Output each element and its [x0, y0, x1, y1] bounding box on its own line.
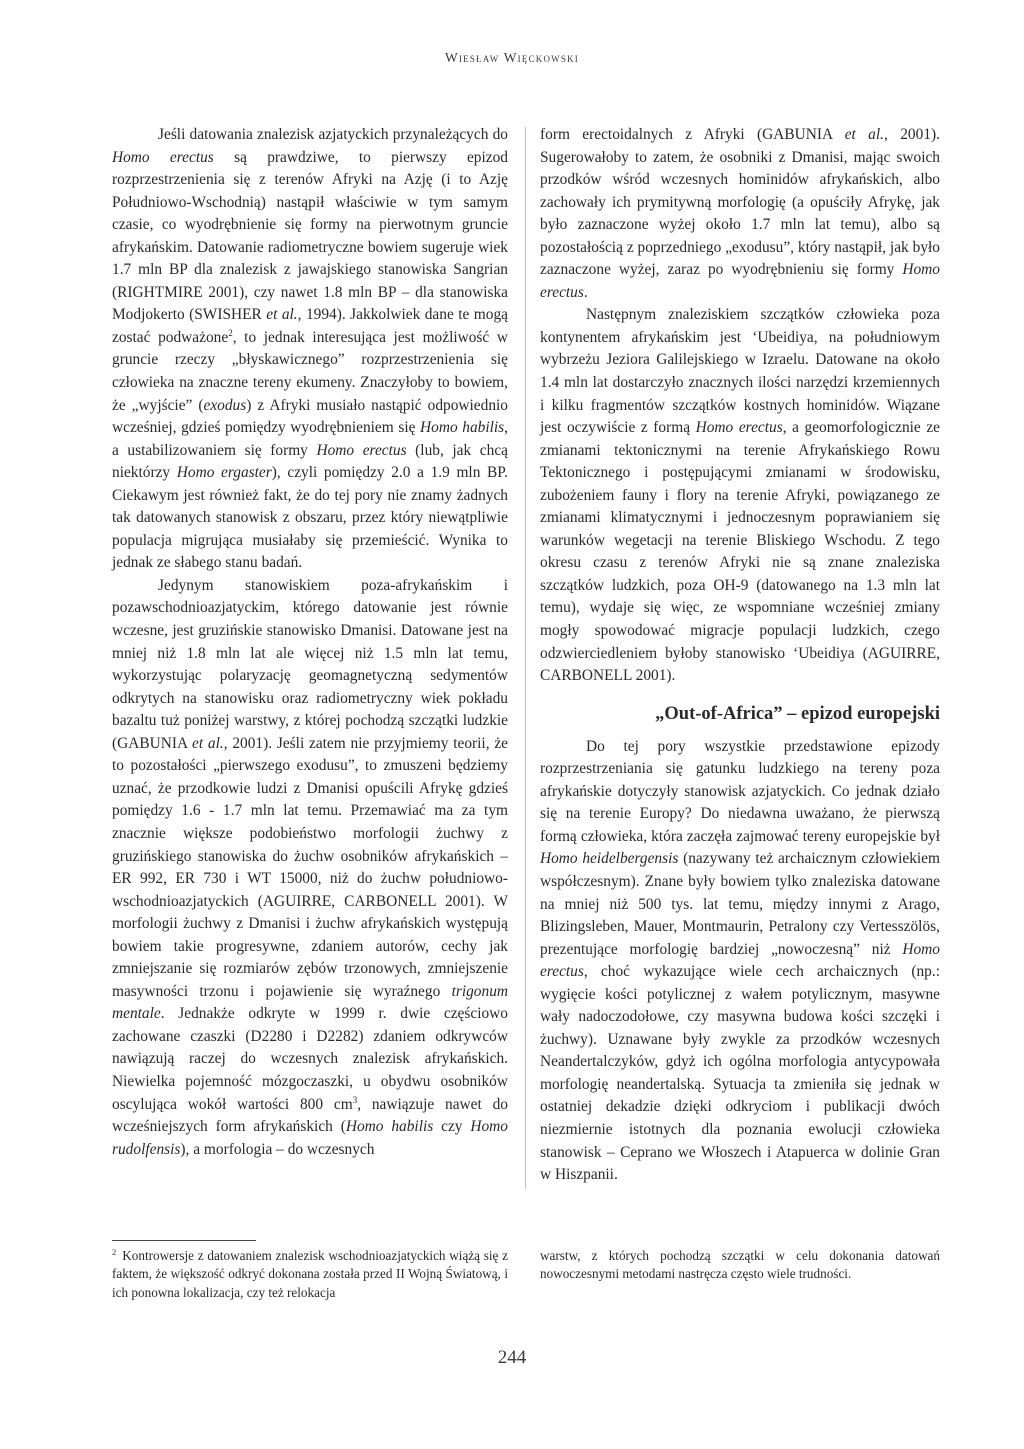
- superscript: 3: [352, 1094, 358, 1105]
- right-column: [540, 124, 940, 1187]
- text-run: . Jednakże odkryte w 1999 r. dwie częściowo zachowane czaszki (D2280 i D2282) zdaniem odkrywców nawiązują raczej do wczesnych znalezisk afrykańskich. Niewielka pojemność mózgoczaszki, u obydwu osobników oscylująca wokół wartości 800 cm: [112, 1005, 508, 1113]
- text-run: , choć wykazujące wiele cech archaicznych (np.: wygięcie kości potylicznej z wałem potylicznym, masywne wały nadoczodołowe, czy masywna budowa kości szczęki i żuchwy). Uznawane były zwykle za przodków wczesnych Neandertalczyków, gdyż ich ogólna morfologia antycypowała morfologię neandertalską. Sytuacja ta zmieniła się jednak w ostatniej dekadzie dzięki odkryciom i publikacji dwóch niezmiernie istotnych dla poznania ewolucji człowieka stanowisk – Ceprano we Włoszech i Atapuerca w dolinie Gran w Hiszpanii.: [540, 963, 940, 1184]
- footnote-continuation: [540, 1247, 940, 1284]
- footnote-rule: [112, 1240, 256, 1241]
- text-run: , nawiązuje nawet do wcześniejszych form afrykańskich (: [112, 1095, 508, 1136]
- text-run: są prawdziwe, to pierwszy epizod rozprzestrzenienia się z terenów Afryki na Azję (i to Azję Południowo-Wschodnią) nastąpił właściwie w tym samym czasie, co wyodrębnienie się formy na pierwotnym gruncie afrykańskim. Datowanie radiometryczne bowiem sugeruje wiek 1.7 mln BP dla znalezisk z jawajskiego stanowiska Sangrian (RIGHTMIRE 2001), czy nawet 1.8 mln BP – dla stanowiska Modjokerto (SWISHER: [112, 148, 508, 324]
- text-run: form erectoidalnych z Afryki (GABUNIA: [540, 126, 845, 143]
- page-number: 244: [497, 1347, 527, 1368]
- text-run: ) z Afryki musiało nastąpić odpowiednio wcześniej, gdzieś pomiędzy wyodrębnieniem się: [112, 396, 508, 437]
- italic-term: Homo heidelbergensis: [540, 850, 679, 868]
- text-run: (nazywany też archaicznym człowiekiem współczesnym). Znane były bowiem tylko znaleziska datowane na mniej niż 500 tys. lat temu, między innymi z Arago, Blizingsleben, Mauer, Montmaurin, Petralony czy Vertesszölös, prezentujące morfologię bardziej „nowoczesną” niż: [540, 850, 940, 958]
- italic-term: trigonum mentale: [112, 982, 508, 1023]
- paragraph: [540, 304, 940, 687]
- italic-term: Homo erectus: [112, 148, 214, 166]
- italic-term: Homo erectus: [540, 940, 940, 981]
- text-run: ), czyli pomiędzy 2.0 a 1.9 mln BP. Ciekawym jest również fakt, że do tej pory nie znamy żadnych tak datowanych stanowisk z obszaru, przez który niewątpliwie populacja migrująca musiałaby się przemieścić. Wynika to jednak ze słabego stanu badań.: [112, 464, 508, 572]
- footnote-marker: 2: [112, 1247, 117, 1257]
- italic-term: et al.: [844, 126, 884, 143]
- italic-term: exodus: [203, 396, 247, 414]
- paragraph: [540, 124, 940, 304]
- text-run: ), a morfologia – do wczesnych: [180, 1140, 375, 1158]
- text-run: , a ustabilizowaniem się formy: [112, 419, 509, 459]
- text-run: czy: [433, 1118, 471, 1136]
- section-heading: „Out-of-Africa” – epizod europejski: [655, 703, 940, 724]
- italic-term: Homo erectus: [695, 419, 783, 437]
- text-run: Następnym znaleziskiem szczątków człowieka poza kontynentem afrykańskim jest ‘Ubeidiya, na południowym wybrzeżu Jeziora Galilejskiego w Izraelu. Datowane na około 1.4 mln lat dostarczyło znacznych ilości narzędzi krzemiennych i kilku fragmentów szczątków kostnych hominidów. Wiązane jest oczywiście z formą: [540, 306, 940, 437]
- footnote: [112, 1247, 508, 1302]
- left-column: [112, 124, 508, 1161]
- text-run: .: [583, 283, 588, 301]
- text-run: , 1994). Jakkolwiek dane te mogą zostać podważone: [112, 306, 508, 346]
- italic-term: Homo erectus: [316, 441, 407, 459]
- paragraph: [112, 124, 508, 575]
- italic-term: Homo habilis: [420, 419, 505, 437]
- text-run: Jedynym stanowiskiem poza-afrykańskim i pozawschodnioazjatyckim, którego datowanie jest równie wczesne, jest gruzińskie stanowisko Dmanisi. Datowane jest na mniej niż 1.8 mln lat ale więcej niż 1.5 mln lat temu, wykorzystując polaryzację geomagnetyczną sedymentów odkrytych na stanowisku oraz radiometryczny wiek pokładu bazaltu tuż poniżej warstwy, z której pochodzą szczątki ludzkie (GABUNIA: [112, 576, 508, 752]
- italic-term: et al.: [192, 734, 224, 752]
- text-run: (lub, jak chcą niektórzy: [112, 441, 508, 482]
- italic-term: et al.: [266, 306, 298, 324]
- superscript: 2: [228, 327, 233, 338]
- text-run: , 2001). Jeśli zatem nie przyjmiemy teorii, że to pozostałości „pierwszego exodusu”, to zmuszeni będziemy uznać, że przodkowie ludzi z Dmanisi opuścili Afrykę gdzieś pomiędzy 1.6 - 1.7 mln lat temu. Przemawiać ma za tym znacznie większe podobieństwo morfologii żuchwy z gruzińskiego stanowiska do żuchw osobników afrykańskich – ER 992, ER 730 i WT 15000, niż do żuchw południowo-wschodnioazjatyckich (AGUIRRE, CARBONELL 2001). W morfologii żuchwy z Dmanisi i żuchw afrykańskich występują bowiem takie progresywne, zdaniem autorów, cechy jak zmniejszanie się rozmiarów zębów trzonowych, zmniejszenie masywności trzonu i pojawienie się wyraźnego: [112, 734, 508, 1000]
- text-run: , 2001). Sugerowałoby to zatem, że osobniki z Dmanisi, mając swoich przodków wśród wczesnych hominidów afrykańskich, albo zachowały ich prymitywną morfologię (a opuściły Afrykę, jak było zaznaczone wyżej około 1.7 mln lat temu), albo są pozostałością z poprzedniego „exodusu”, który nastąpił, jak było zaznaczone wyżej, zaraz po wyodrębnieniu się formy: [540, 126, 940, 279]
- paragraph: [112, 575, 508, 1161]
- text-run: Do tej pory wszystkie przedstawione epizody rozprzestrzeniania się gatunku ludzkiego na tereny poza afrykańskie dotyczyły stanowisk azjatyckich. Co jednak działo się na terenie Europy? Do niedawna uważano, że pierwszą formą człowieka, która zaczęła zajmować tereny europejskie był: [540, 737, 940, 845]
- italic-term: Homo rudolfensis: [112, 1118, 508, 1158]
- footnote-text: Kontrowersje z datowaniem znalezisk wschodnioazjatyckich wiążą się z faktem, że większość odkryć dokonana została przed II Wojną Światową, i ich ponowna lokalizacja, czy też relokacja: [112, 1248, 508, 1300]
- text-run: , to jednak interesująca jest możliwość w gruncie rzeczy „błyskawicznego” rozprzestrzenienia się człowieka na znaczne tereny ekumeny. Znaczyłoby to bowiem, że „wyjście” (: [112, 328, 509, 414]
- text-run: Jeśli datowania znalezisk azjatyckich przynależących do: [158, 126, 508, 143]
- italic-term: Homo erectus: [540, 261, 940, 301]
- running-head: Wiesław Więckowski: [445, 50, 579, 65]
- text-run: , a geomorfologicznie ze zmianami tektonicznymi na terenie Afrykańskiego Rowu Tektonicznego i postępującymi zmianami w środowisku, zubożeniem fauny i flory na terenie Afryki, powiązanego ze zmianami klimatycznymi i jednoczesnym poprawianiem się warunków wegetacji na terenie Bliskiego Wschodu. Z tego okresu czasu z terenów Afryki nie są znane znaleziska szczątków ludzkich, poza OH-9 (datowanego na 1.3 mln lat temu), wydaje się więc, ze wspomniane wcześniej zmiany mogły spowodować migracje populacji ludzkich, czego odzwierciedleniem byłoby stanowisko ‘Ubeidiya (AGUIRRE, CARBONELL 2001).: [540, 419, 941, 685]
- italic-term: Homo habilis: [345, 1118, 434, 1136]
- footnote-text: warstw, z których pochodzą szczątki w celu dokonania datowań nowoczesnymi metodami nastręcza często wiele trudności.: [540, 1248, 940, 1282]
- paragraph: [540, 736, 940, 1187]
- italic-term: Homo ergaster: [176, 464, 272, 482]
- column-divider: [525, 127, 526, 1189]
